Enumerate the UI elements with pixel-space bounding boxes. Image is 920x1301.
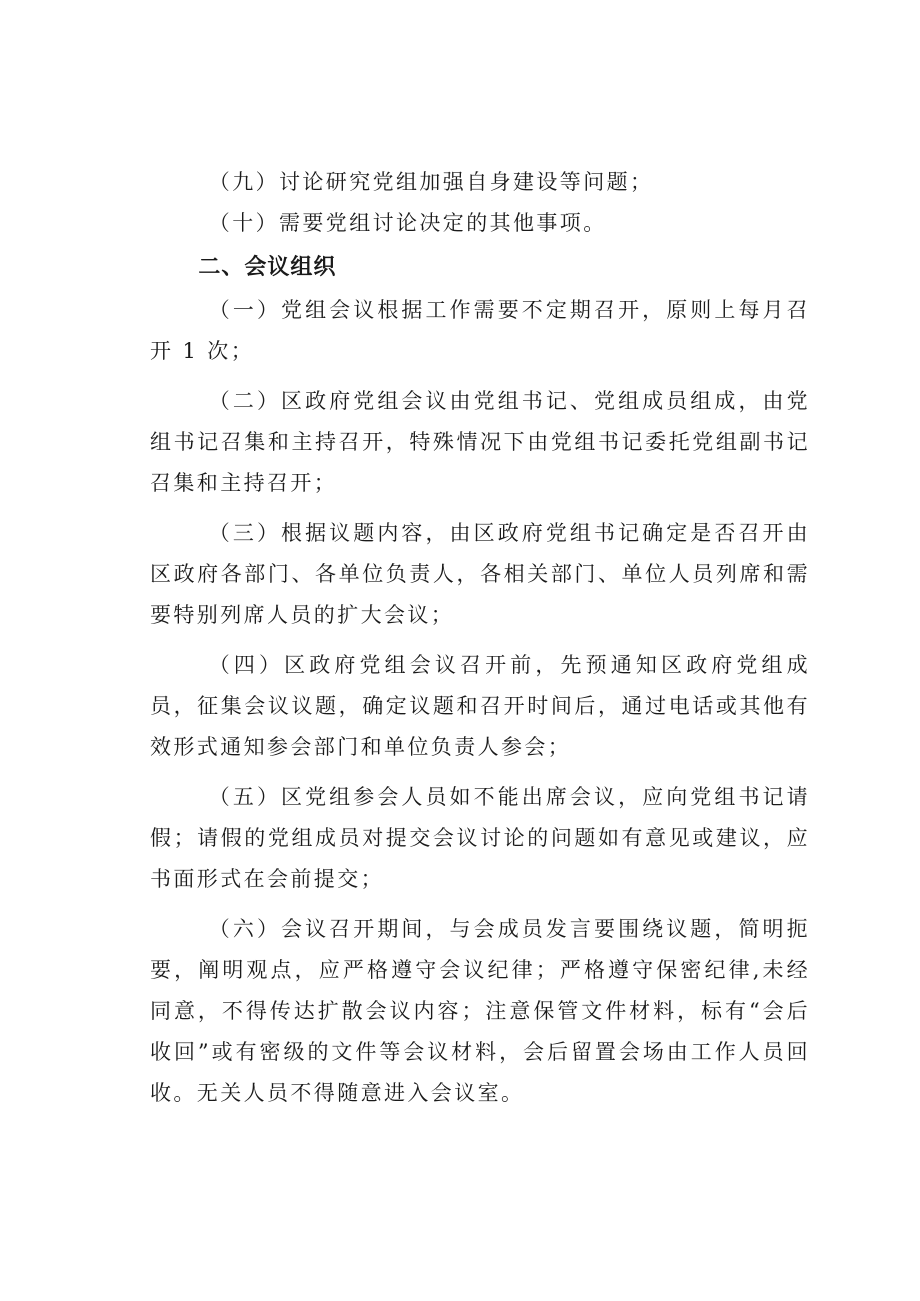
item-two: （二）区政府党组会议由党组书记、党组成员组成，由党组书记召集和主持召开，特殊情况下由党组书记委托党组副书记召集和主持召开； bbox=[150, 389, 810, 495]
document-body bbox=[150, 162, 810, 1114]
item-nine: （九）讨论研究党组加强自身建设等问题； bbox=[208, 170, 654, 194]
item-five: （五）区党组参会人员如不能出席会议，应向党组书记请假；请假的党组成员对提交会议讨论的问题如有意见或建议，应书面形式在会前提交； bbox=[150, 785, 810, 891]
item-ten: （十）需要党组讨论决定的其他事项。 bbox=[208, 211, 607, 235]
section-heading-meeting-organization: 二、会议组织 bbox=[198, 255, 337, 280]
item-four: （四）区政府党组会议召开前，先预通知区政府党组成员，征集会议议题，确定议题和召开时间后，通过电话或其他有效形式通知参会部门和单位负责人参会； bbox=[150, 653, 810, 759]
item-three: （三）根据议题内容，由区政府党组书记确定是否召开由区政府各部门、各单位负责人，各相关部门、单位人员列席和需要特别列席人员的扩大会议； bbox=[150, 521, 810, 627]
item-six: （六）会议召开期间，与会成员发言要围绕议题，简明扼要，阐明观点，应严格遵守会议纪律；严格遵守保密纪律,未经同意，不得传达扩散会议内容；注意保管文件材料，标有“会后收回”或有密级的文件等会议材料，会后留置会场由工作人员回收。无关人员不得随意进入会议室。 bbox=[150, 917, 810, 1105]
item-one: （一）党组会议根据工作需要不定期召开，原则上每月召开 1 次； bbox=[150, 298, 810, 363]
